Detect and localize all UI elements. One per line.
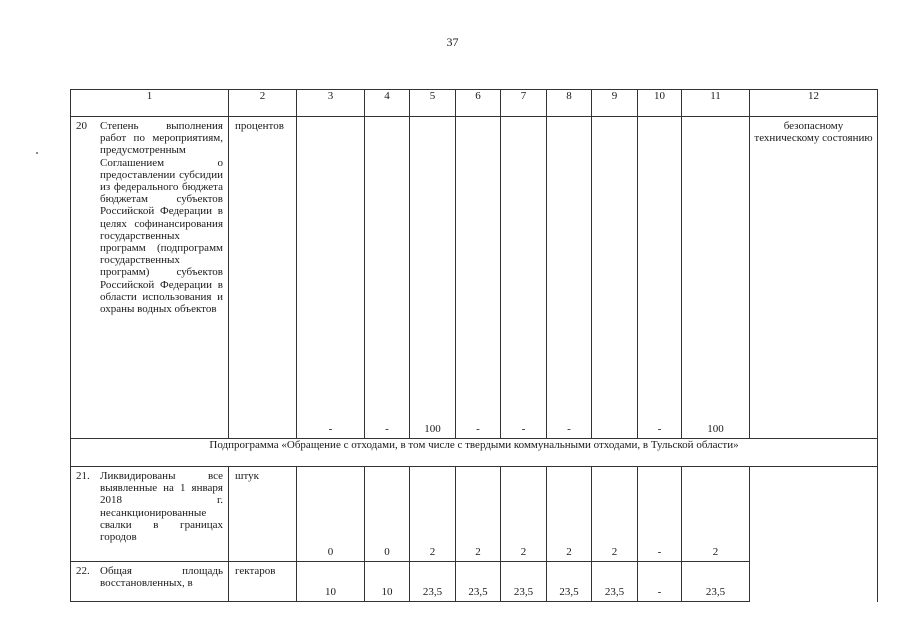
header-cell: 11	[682, 90, 750, 117]
value-cell: -	[547, 117, 592, 439]
table-row	[71, 117, 878, 439]
header-cell: 5	[410, 90, 456, 117]
indicators-table	[70, 89, 878, 602]
value-cell: -	[297, 117, 365, 439]
header-cell: 3	[297, 90, 365, 117]
value-cell: -	[638, 562, 682, 602]
value-cell: 100	[410, 117, 456, 439]
value-cell: 10	[297, 562, 365, 602]
value-cell: -	[365, 117, 410, 439]
indicator-text: Степень выполнения работ по мероприятиям, предусмотренным Соглашением о предоставлении субсидии из федерального бюджета бюджетам субъектов Российской Федерации в целях софинансирования государственных программ (подпрограмм государственных программ) субъектов Российской Федерации в области использования и охраны водных объектов	[100, 120, 223, 316]
header-cell: 1	[71, 90, 229, 117]
indicator-text: Ликвидированы все выявленные на 1 января 2018 г. несанкционированные свалки в границах городов	[100, 470, 223, 544]
value-cell: 23,5	[410, 562, 456, 602]
indicator-cell	[71, 117, 229, 439]
row-number: 20	[76, 120, 87, 132]
value-cell: 2	[547, 467, 592, 562]
header-cell: 6	[456, 90, 501, 117]
subprogram-title: Подпрограмма «Обращение с отходами, в том числе с твердыми коммунальными отходами, в Тульской области»	[71, 439, 878, 467]
value-cell: 23,5	[592, 562, 638, 602]
header-cell: 7	[501, 90, 547, 117]
value-cell: 23,5	[682, 562, 750, 602]
indicator-text: Общая площадь восстановленных, в	[100, 565, 223, 590]
value-cell: 2	[410, 467, 456, 562]
unit-cell: гектаров	[229, 562, 297, 602]
value-cell: 2	[682, 467, 750, 562]
header-cell: 4	[365, 90, 410, 117]
unit-cell: процентов	[229, 117, 297, 439]
page-number: 37	[446, 35, 459, 49]
value-cell: 100	[682, 117, 750, 439]
header-cell: 9	[592, 90, 638, 117]
value-cell: -	[638, 117, 682, 439]
value-cell: 23,5	[501, 562, 547, 602]
indicator-cell	[71, 467, 229, 562]
value-cell: -	[638, 467, 682, 562]
header-cell: 2	[229, 90, 297, 117]
value-cell: 0	[365, 467, 410, 562]
header-cell: 8	[547, 90, 592, 117]
value-cell: 23,5	[547, 562, 592, 602]
unit-cell: штук	[229, 467, 297, 562]
value-cell: -	[456, 117, 501, 439]
header-cell: 12	[750, 90, 878, 117]
row-number: 21.	[76, 470, 90, 482]
note-cell	[750, 467, 878, 602]
scan-artifact-dot	[36, 152, 38, 154]
value-cell	[592, 117, 638, 439]
row-number: 22.	[76, 565, 90, 577]
value-cell: 10	[365, 562, 410, 602]
value-cell: 2	[501, 467, 547, 562]
subprogram-row	[71, 439, 878, 467]
value-cell: 0	[297, 467, 365, 562]
indicator-cell	[71, 562, 229, 602]
value-cell: 2	[456, 467, 501, 562]
value-cell: 2	[592, 467, 638, 562]
value-cell: 23,5	[456, 562, 501, 602]
value-cell: -	[501, 117, 547, 439]
note-cell: безопасному техническому состоянию	[750, 117, 878, 439]
header-cell: 10	[638, 90, 682, 117]
table-row	[71, 467, 878, 562]
header-row	[71, 90, 878, 117]
